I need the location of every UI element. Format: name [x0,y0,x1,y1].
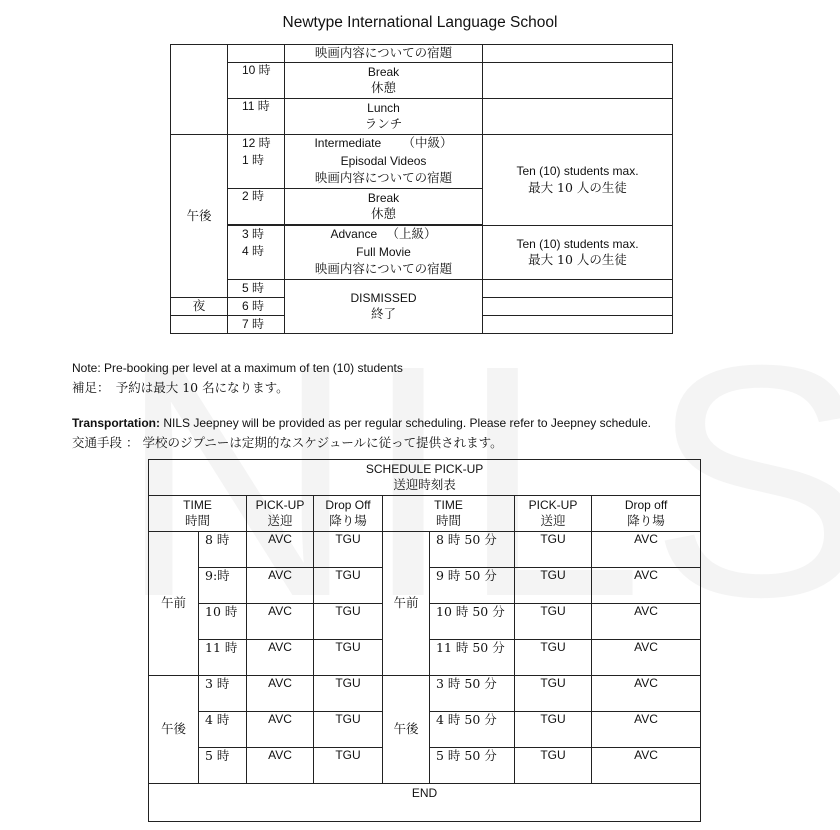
lesson-cell [285,99,483,135]
lesson-jp: 映画内容についての宿題 [314,260,453,276]
capacity-note [483,226,673,280]
schedule-title [149,460,701,496]
schedule-time: 5 時 50 分 [430,748,515,784]
schedule-time: 3 時 [199,676,247,712]
header-dropoff-en: Drop Off [325,497,371,512]
time-cell: 6 時 [228,298,285,316]
schedule-pickup: AVC [247,712,314,748]
header-dropoff-jp: 降り場 [627,513,665,529]
lesson-jp: 休憩 [370,206,396,222]
header-time-jp: 時間 [184,513,210,529]
header-pickup-left [247,496,314,532]
schedule-time: 10 時 50 分 [430,604,515,640]
schedule-dropoff: AVC [592,676,701,712]
schedule-dropoff: TGU [314,532,383,568]
schedule-time: 11 時 50 分 [430,640,515,676]
capacity-note-en: Ten (10) students max. [516,164,639,179]
schedule-dropoff: AVC [592,604,701,640]
lesson-cell: 映画内容についての宿題 [285,45,483,63]
time-cell: 4 時 [228,244,285,280]
lesson-en: Break [367,64,400,79]
schedule-dropoff: AVC [592,748,701,784]
schedule-pickup: TGU [515,676,592,712]
dismissed-jp: 終了 [370,306,396,322]
night-period-label: 夜 [171,298,228,316]
schedule-time: 4 時 50 分 [430,712,515,748]
schedule-time: 9:時 [199,568,247,604]
schedule-pickup: TGU [515,640,592,676]
schedule-time: 8 時 50 分 [430,532,515,568]
schedule-time: 4 時 [199,712,247,748]
lesson-cell [285,153,483,189]
note-cell-blank [483,45,673,63]
schedule-pickup: AVC [247,640,314,676]
schedule-dropoff: TGU [314,604,383,640]
note-en: Note: Pre-booking per level at a maximum of ten (10) students [72,361,403,375]
header-time-en: TIME [183,497,212,512]
schedule-pickup: AVC [247,532,314,568]
note-cell-blank [483,316,673,334]
header-time-left [149,496,247,532]
lesson-jp: （上級） [386,226,437,242]
schedule-pickup: TGU [515,712,592,748]
header-pickup-right [515,496,592,532]
transport-text: NILS Jeepney will be provided as per regular scheduling. Please refer to Jeepney schedule. [160,416,651,430]
time-cell: 5 時 [228,280,285,298]
schedule-end: END [149,784,701,822]
capacity-note [483,135,673,226]
lesson-cell [285,226,483,244]
header-time-jp: 時間 [435,513,461,529]
pickup-schedule-table [148,459,701,822]
lesson-cell [285,244,483,280]
pm-period-label: 午後 [171,135,228,298]
lesson-jp: （中級） [402,135,453,151]
transport-en [72,416,651,430]
capacity-note-jp: 最大 10 人の生徒 [528,179,627,195]
note-cell-blank [483,63,673,99]
lesson-jp: 休憩 [370,80,396,96]
schedule-pickup: TGU [515,532,592,568]
header-dropoff-right [592,496,701,532]
schedule-time: 11 時 [199,640,247,676]
am-period-cell [171,45,228,135]
schedule-pickup: TGU [515,568,592,604]
lesson-en: Break [367,190,400,205]
header-dropoff-en: Drop off [624,497,668,512]
schedule-dropoff: AVC [592,640,701,676]
time-cell: 7 時 [228,316,285,334]
schedule-time: 8 時 [199,532,247,568]
am-label-right: 午前 [383,532,430,676]
schedule-title-en: SCHEDULE PICK-UP [365,461,484,476]
time-cell: 3 時 [228,226,285,244]
dismissed-en: DISMISSED [350,290,417,305]
lesson-jp: ランチ [364,116,403,132]
schedule-dropoff: AVC [592,712,701,748]
lesson-cell [285,189,483,225]
am-label-left: 午前 [149,532,199,676]
transport-label: Transportation: [72,416,161,430]
schedule-dropoff: TGU [314,676,383,712]
note-cell-blank [483,280,673,298]
schedule-pickup: AVC [247,604,314,640]
capacity-note-jp: 最大 10 人の生徒 [528,252,627,268]
schedule-dropoff: AVC [592,568,701,604]
schedule-dropoff: AVC [592,532,701,568]
time-cell: 10 時 [228,63,285,99]
time-cell: 1 時 [228,153,285,189]
lesson-cell [285,63,483,99]
page-title: Newtype International Language School [282,14,558,31]
schedule-time: 5 時 [199,748,247,784]
header-pickup-jp: 送迎 [540,513,566,529]
schedule-dropoff: TGU [314,712,383,748]
lesson-en: Episodal Videos [340,154,427,169]
time-cell: 12 時 [228,135,285,153]
pm-label-right: 午後 [383,676,430,784]
header-dropoff-left [314,496,383,532]
time-cell: 2 時 [228,189,285,225]
schedule-pickup: AVC [247,568,314,604]
schedule-time: 9 時 50 分 [430,568,515,604]
time-cell-blank [228,45,285,63]
time-cell: 11 時 [228,99,285,135]
header-dropoff-jp: 降り場 [329,513,367,529]
header-pickup-jp: 送迎 [267,513,293,529]
schedule-time: 10 時 [199,604,247,640]
note-cell-blank [483,298,673,316]
schedule-pickup: AVC [247,748,314,784]
note-jp: 補足： 予約は最大 10 名になります。 [72,380,289,395]
schedule-pickup: TGU [515,748,592,784]
schedule-pickup: TGU [515,604,592,640]
schedule-title-jp: 送迎時刻表 [393,477,456,493]
dismissed-cell [285,280,483,334]
lesson-en: Advance [330,227,378,242]
schedule-pickup: AVC [247,676,314,712]
note-cell-blank [483,99,673,135]
header-time-en: TIME [434,497,463,512]
schedule-dropoff: TGU [314,568,383,604]
class-timetable [170,44,673,334]
lesson-jp: 映画内容についての宿題 [314,169,453,185]
header-pickup-en: PICK-UP [528,497,578,512]
night-period-cell [171,316,228,334]
schedule-dropoff: TGU [314,748,383,784]
schedule-time: 3 時 50 分 [430,676,515,712]
lesson-en: Full Movie [356,245,411,260]
header-time-right [383,496,515,532]
transport-jp: 交通手段 ： 学校のジプニーは定期的なスケジュールに従って提供されます。 [72,435,503,450]
lesson-en: Intermediate [314,136,382,151]
schedule-dropoff: TGU [314,640,383,676]
header-pickup-en: PICK-UP [255,497,305,512]
capacity-note-en: Ten (10) students max. [516,236,639,251]
lesson-en: Lunch [367,100,400,115]
pm-label-left: 午後 [149,676,199,784]
lesson-cell [285,135,483,153]
